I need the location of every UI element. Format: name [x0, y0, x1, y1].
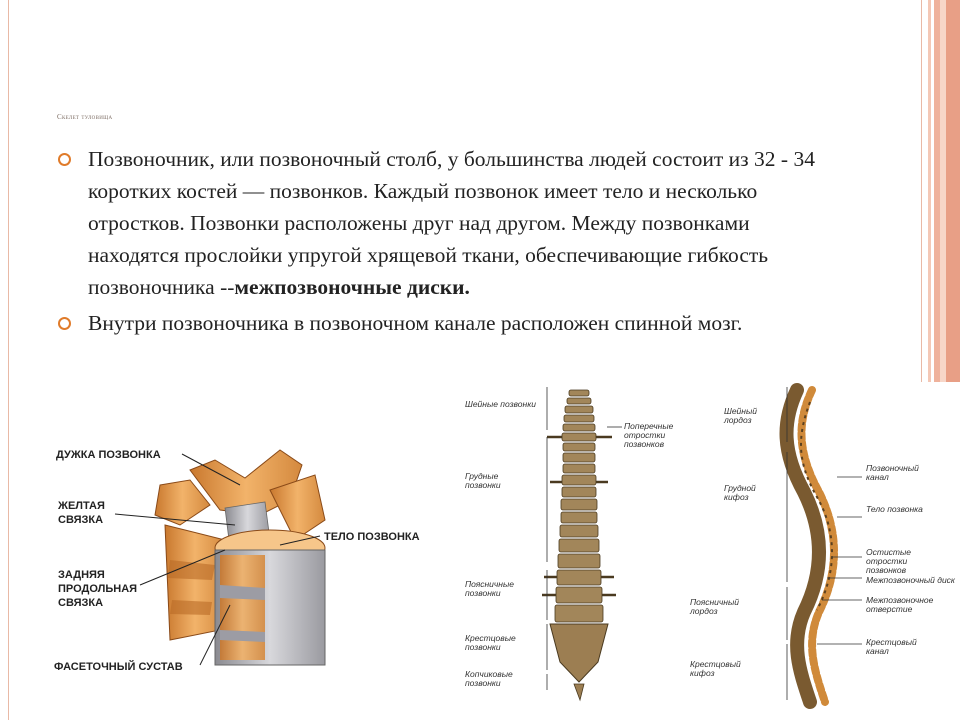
bullet-item-2 — [58, 307, 788, 339]
vertebra-illustration — [40, 430, 450, 700]
label-sacral: Крестцовые позвонки — [465, 633, 516, 652]
label-disc: Межпозвоночный диск — [866, 575, 955, 585]
bullet-item-1 — [58, 143, 828, 303]
label-facet-joint: ФАСЕТОЧНЫЙ СУСТАВ — [54, 661, 183, 673]
label-transverse: Поперечные отростки позвонков — [624, 421, 674, 449]
label-vertebra-body: Тело позвонка — [866, 504, 923, 514]
label-vertebral-body: ТЕЛО ПОЗВОНКА — [324, 531, 420, 543]
bullet-ring-icon — [58, 153, 71, 166]
label-thoracic-kyphosis: Грудной кифоз — [724, 483, 756, 502]
bullet-2-text: Внутри позвоночника в позвоночном канале расположен спинной мозг. — [88, 311, 743, 335]
label-lumbar: Поясничные позвонки — [465, 579, 514, 598]
label-foramen: Межпозвоночное отверстие — [866, 595, 934, 614]
label-sacral-kyphosis: Крестцовый кифоз — [690, 659, 741, 678]
label-spinous: Остистые отростки позвонков — [866, 547, 911, 575]
label-thoracic: Грудные позвонки — [465, 471, 501, 490]
label-cervical: Шейные позвонки — [465, 399, 536, 409]
bullet-list — [58, 143, 828, 343]
bullet-1-text: Позвоночник, или позвоночный столб, у большинства людей состоит из 32 - 34 коротких костей — позвонков. Каждый позвонок имеет тело и несколько отростков. Позвонки расположены друг над другом. Между позвонками находятся прослойки упругой хрящевой ткани, обеспечивающие гибкость позвоночника -- — [88, 147, 815, 299]
label-arch: ДУЖКА ПОЗВОНКА — [56, 449, 161, 461]
label-posterior-ligament: ЗАДНЯЯ ПРОДОЛЬНАЯ СВЯЗКА — [58, 569, 138, 609]
label-yellow-ligament: ЖЕЛТАЯ СВЯЗКА — [58, 500, 105, 526]
bullet-1-bold: межпозвоночные диски. — [234, 275, 470, 299]
label-lumbar-lordosis: Поясничный лордоз — [690, 597, 739, 616]
bullet-ring-icon — [58, 317, 71, 330]
label-sacral-canal: Крестцовый канал — [866, 637, 917, 656]
label-coccyx: Копчиковые позвонки — [465, 669, 513, 688]
label-cervical-lordosis: Шейный лордоз — [724, 406, 757, 425]
slide-title: Скелет туловища — [57, 113, 113, 121]
spine-illustration — [452, 382, 960, 720]
label-spinal-canal: Позвоночный канал — [866, 463, 919, 482]
